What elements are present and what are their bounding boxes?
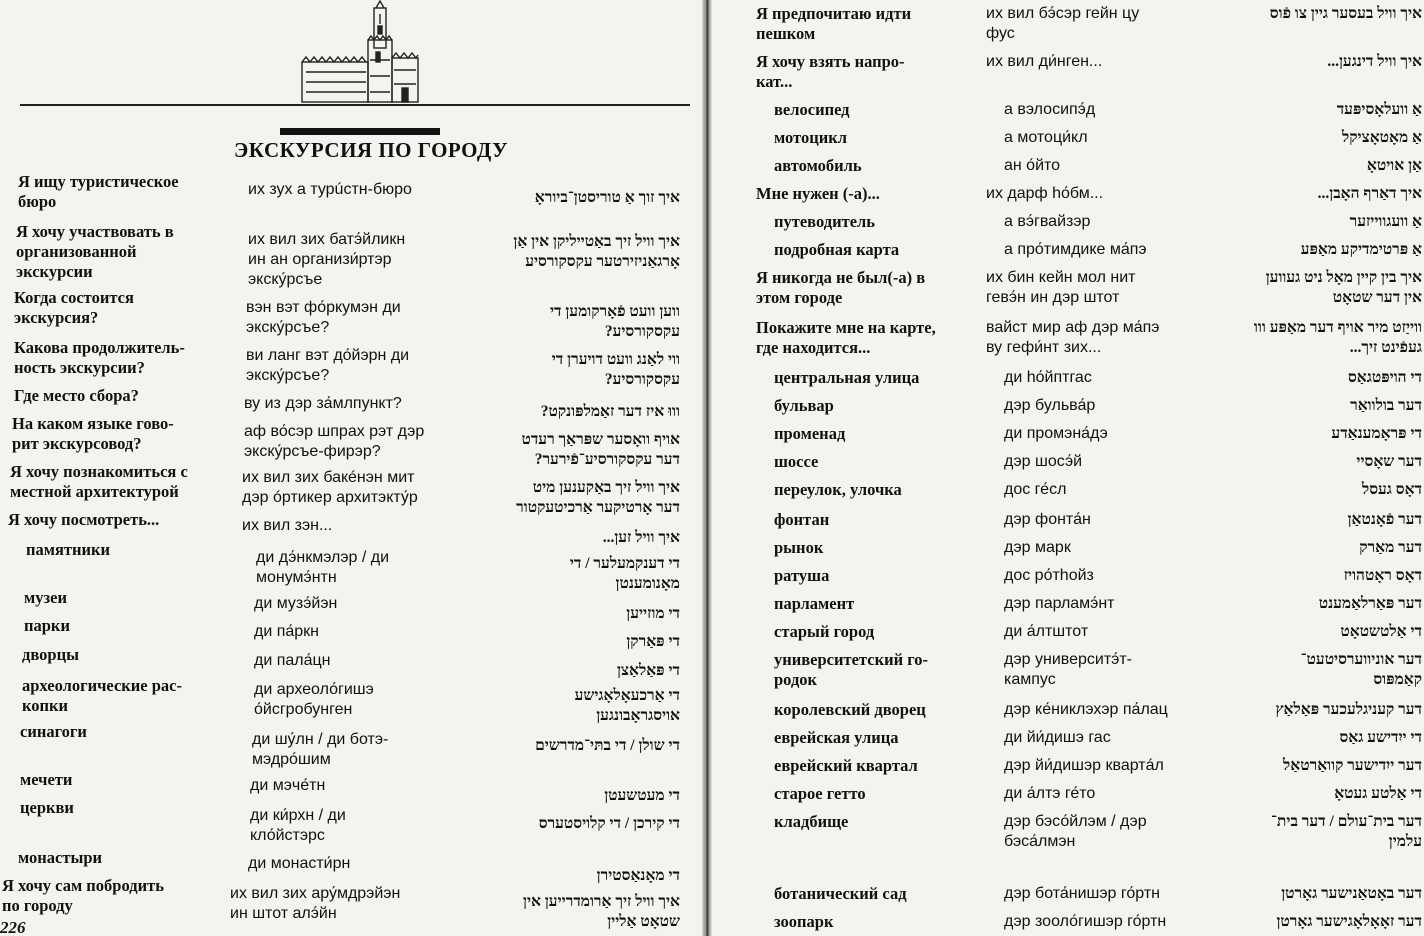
- russian-phrase: памятники: [26, 540, 111, 559]
- yiddish-phrase: דער קעניגלעכער פּאַלאַץ: [1275, 701, 1422, 718]
- transliteration: их вил бэ́сэр гейн цу фус: [986, 5, 1140, 42]
- transliteration: дэр марк: [1004, 539, 1071, 556]
- russian-phrase: церкви: [20, 798, 74, 817]
- transliteration: их вил зих батэ́йликн ин ан организи́ртэр экску́рсъе: [248, 231, 406, 288]
- transliteration: аф во́сэр шпрах рэт дэр экску́рсъе-фирэр?: [244, 423, 425, 460]
- yiddish-phrase: דער שאָסיי: [1356, 453, 1422, 470]
- transliteration: дэр шосэ́й: [1004, 453, 1083, 470]
- russian-phrase: бульвар: [774, 396, 834, 415]
- title-bar: [280, 128, 440, 135]
- yiddish-phrase: דער זאָאָלאָגישער גאָרטן: [1276, 913, 1422, 930]
- transliteration: вайст мир аф дэр ма́пэ ву гефи́нт зих...: [986, 319, 1160, 356]
- transliteration: их дарф hо́бм...: [986, 185, 1104, 202]
- yiddish-phrase: אַ מאָטאָציקל: [1341, 129, 1422, 146]
- russian-phrase: шоссе: [774, 452, 819, 471]
- yiddish-phrase: די מוזייען: [626, 605, 680, 622]
- yiddish-phrase: די מעטשעטן: [604, 787, 680, 804]
- yiddish-phrase: דער אוניווערסיטעט־ קאַמפּוס: [1300, 651, 1422, 688]
- yiddish-phrase: איך בין קיין מאָל ניט געווען אין דער שטאָט: [1265, 269, 1422, 306]
- transliteration: ди ки́рхн / ди кло́йстэрс: [250, 807, 346, 844]
- russian-phrase: археологические рас- копки: [22, 676, 182, 715]
- russian-phrase: Я хочу посмотреть...: [8, 510, 160, 529]
- russian-phrase: Я хочу сам побродить по городу: [2, 876, 164, 915]
- transliteration: ди hо́йптгас: [1004, 369, 1092, 386]
- yiddish-phrase: איך וויל זיך באַקענען מיט דער אָרטיקער אַרכיטעקטור: [516, 479, 680, 516]
- russian-phrase: Я ищу туристическое бюро: [18, 172, 179, 211]
- yiddish-phrase: איך וויל זיך באַטייליקן אין אַן אָרגאַניזירטער עקסקורסיע: [513, 233, 680, 270]
- yiddish-phrase: דאָס געסל: [1361, 481, 1422, 498]
- russian-phrase: Когда состоится экскурсия?: [14, 288, 134, 327]
- yiddish-phrase: דער פֿאָנטאַן: [1347, 511, 1422, 528]
- russian-phrase: парламент: [774, 594, 855, 613]
- yiddish-phrase: ווי לאַנג וועט דויערן די עקסקורסיע?: [551, 351, 680, 388]
- transliteration: их вил зих бакéнэн мит дэр óртикер архитэкту́р: [242, 469, 418, 506]
- yiddish-phrase: אַן אויטאָ: [1366, 157, 1422, 174]
- yiddish-phrase: די פּאַלאַצן: [616, 662, 680, 679]
- yiddish-phrase: דער בולוואַר: [1350, 397, 1422, 414]
- russian-phrase: королевский дворец: [774, 700, 926, 719]
- yiddish-phrase: די אַלטע געטאָ: [1334, 785, 1422, 802]
- yiddish-phrase: די הויפּטגאַס: [1347, 369, 1422, 386]
- transliteration: ан о́йто: [1004, 157, 1061, 174]
- yiddish-phrase: אַ פּרטימדיקע מאַפּע: [1300, 241, 1422, 258]
- transliteration: ди дэ́нкмэлэр / ди монумэ́нтн: [256, 549, 390, 586]
- russian-phrase: мечети: [20, 770, 73, 789]
- russian-phrase: ратуша: [774, 566, 830, 585]
- russian-phrase: еврейский квартал: [774, 756, 918, 775]
- yiddish-phrase: ווייַזט מיר אויף דער מאַפּע ווו געפֿינט זיך...: [1253, 319, 1422, 356]
- yiddish-phrase: דאָס ראָטהויז: [1343, 567, 1422, 584]
- transliteration: ди промэна́дэ: [1004, 425, 1108, 442]
- yiddish-phrase: די קירכן / די קלויסטערס: [538, 815, 680, 832]
- yiddish-phrase: די פּראָמענאַדע: [1331, 425, 1422, 442]
- yiddish-phrase: אַ וועגווייזער: [1349, 213, 1422, 230]
- transliteration: дэр бэсо́йлэм / дэр бэса́лмэн: [1004, 813, 1147, 850]
- yiddish-phrase: דער פּאַרלאַמענט: [1318, 595, 1422, 612]
- transliteration: а вэлосипэ́д: [1004, 101, 1096, 118]
- russian-phrase: На каком языке гово- рит экскурсовод?: [12, 414, 174, 453]
- russian-phrase: Покажите мне на карте, где находится...: [756, 318, 936, 357]
- yiddish-phrase: דער מאַרק: [1359, 539, 1422, 556]
- transliteration: а про́тимдике ма́пэ: [1004, 241, 1147, 258]
- russian-phrase: Мне нужен (-а)...: [756, 184, 880, 203]
- yiddish-phrase: דער בית־עולם / דער בית־ עלמין: [1271, 813, 1422, 850]
- russian-phrase: путеводитель: [774, 212, 876, 231]
- yiddish-phrase: די דענקמעלער / די מאָנומענטן: [569, 555, 680, 592]
- yiddish-phrase: די שולן / די בתּי־מדרשים: [535, 737, 680, 754]
- russian-phrase: рынок: [774, 538, 824, 557]
- russian-phrase: подробная карта: [774, 240, 900, 259]
- russian-phrase: Где место сбора?: [14, 386, 139, 405]
- russian-phrase: парки: [24, 616, 70, 635]
- transliteration: дэр парламэ́нт: [1004, 595, 1115, 612]
- transliteration: дэр университэ́т- кампус: [1004, 651, 1132, 688]
- yiddish-phrase: דער ייִדישער קוואַרטאַל: [1283, 757, 1422, 774]
- russian-phrase: старый город: [774, 622, 875, 641]
- left-page: [0, 0, 704, 936]
- transliteration: дэр зооло́гишэр го́ртн: [1004, 913, 1167, 930]
- russian-phrase: автомобиль: [774, 156, 862, 175]
- transliteration: их вил зих ару́мдрэйэн ин штот алэ́йн: [230, 885, 401, 922]
- yiddish-phrase: די ייִדישע גאַס: [1339, 729, 1422, 746]
- russian-phrase: Я предпочитаю идти пешком: [756, 4, 912, 43]
- yiddish-phrase: איך וויל זען...: [602, 529, 680, 546]
- russian-phrase: кладбище: [774, 812, 849, 831]
- yiddish-phrase: איך וויל דינגען...: [1327, 53, 1422, 70]
- transliteration: дэр бульва́р: [1004, 397, 1096, 414]
- transliteration: ди археоло́гишэ о́йсгробунген: [254, 681, 374, 718]
- section-title: ЭКСКУРСИЯ ПО ГОРОДУ: [234, 138, 509, 162]
- russian-phrase: синагоги: [20, 722, 87, 741]
- transliteration: ди а́лтштот: [1004, 623, 1089, 640]
- yiddish-phrase: איך וויל בעסער גיין צו פֿוס: [1269, 5, 1422, 22]
- header-rule: [20, 104, 690, 106]
- russian-phrase: Я хочу участвовать в организованной экскурсии: [16, 222, 174, 281]
- yiddish-phrase: וווּ איז דער זאַמלפּונקט?: [540, 403, 680, 420]
- yiddish-phrase: דער באָטאַנישער גאָרטן: [1281, 885, 1422, 902]
- transliteration: ву из дэр за́млпункт?: [244, 395, 402, 412]
- yiddish-phrase: ווען וועט פֿאָרקומען די עקסקורסיע?: [549, 303, 680, 340]
- transliteration: ди мэче́тн: [250, 777, 326, 794]
- transliteration: а мотоци́кл: [1004, 129, 1088, 146]
- russian-phrase: переулок, улочка: [774, 480, 902, 499]
- russian-phrase: старое гетто: [774, 784, 866, 803]
- russian-phrase: еврейская улица: [774, 728, 899, 747]
- russian-phrase: фонтан: [774, 510, 830, 529]
- russian-phrase: монастыри: [18, 848, 103, 867]
- transliteration: дэр ке́никлэхэр па́лац: [1004, 701, 1168, 718]
- yiddish-phrase: די מאָנאַסטירן: [596, 867, 680, 884]
- yiddish-phrase: אויף וואָסער שפּראַך רעדט דער עקסקורסיע־פֿירער?: [521, 431, 680, 468]
- transliteration: ди шу́лн / ди ботэ- мэдро́шим: [252, 731, 389, 768]
- russian-phrase: променад: [774, 424, 846, 443]
- yiddish-phrase: די אַרכעאָלאָגישע אויסגראָבונגען: [574, 687, 680, 724]
- transliteration: дэр йи́дишэр квартáл: [1004, 757, 1164, 774]
- russian-phrase: велосипед: [774, 100, 850, 119]
- transliteration: ди пала́цн: [254, 652, 331, 669]
- transliteration: ди йи́дишэ гас: [1004, 729, 1111, 746]
- transliteration: ди а́лтэ ге́то: [1004, 785, 1096, 802]
- russian-phrase: Я никогда не был(-а) в этом городе: [756, 268, 926, 307]
- transliteration: ди па́ркн: [254, 623, 320, 640]
- russian-phrase: ботанический сад: [774, 884, 907, 903]
- yiddish-phrase: איך זוך אַ טוריסטן־ביוראָ: [534, 189, 680, 206]
- transliteration: их вил зэн...: [242, 517, 333, 534]
- right-page: [714, 0, 1424, 936]
- russian-phrase: университетский го- родок: [774, 650, 929, 689]
- transliteration: их зух а турúстн-бюро: [248, 181, 412, 198]
- page-number: 226: [0, 918, 26, 936]
- transliteration: ди монасти́рн: [248, 855, 351, 872]
- transliteration: дос ге́сл: [1004, 481, 1067, 498]
- book-spine: [702, 0, 712, 936]
- russian-phrase: дворцы: [22, 645, 79, 664]
- yiddish-phrase: איך וויל זיך אַרומדרייען אין שטאָט אַליין: [523, 893, 680, 930]
- yiddish-phrase: די פּאַרקן: [626, 633, 680, 650]
- tower-illustration: [296, 0, 426, 104]
- transliteration: вэн вэт фо́ркумэн ди экску́рсъе?: [246, 299, 401, 336]
- yiddish-phrase: אַ וועלאָסיפּעד: [1336, 101, 1422, 118]
- transliteration: ди музэ́йэн: [254, 595, 338, 612]
- russian-phrase: Я хочу взять напро- кат...: [756, 52, 905, 91]
- yiddish-phrase: איך דאַרף האָבן...: [1317, 185, 1422, 202]
- russian-phrase: Какова продолжитель- ность экскурсии?: [14, 338, 185, 377]
- russian-phrase: центральная улица: [774, 368, 920, 387]
- russian-phrase: мотоцикл: [774, 128, 847, 147]
- russian-phrase: Я хочу познакомиться с местной архитектурой: [10, 462, 188, 501]
- russian-phrase: музеи: [24, 588, 67, 607]
- transliteration: ви ланг вэт до́йэрн ди экску́рсъе?: [246, 347, 410, 384]
- transliteration: дэр фонта́н: [1004, 511, 1091, 528]
- transliteration: дэр бота́нишэр го́ртн: [1004, 885, 1160, 902]
- transliteration: их бин кейн мол нит гевэ́н ин дэр штот: [986, 269, 1136, 306]
- transliteration: а вэ́гвайзэр: [1004, 213, 1091, 230]
- russian-phrase: зоопарк: [774, 912, 834, 931]
- transliteration: их вил ди́нген...: [986, 53, 1103, 70]
- transliteration: дос ро́тhойз: [1004, 567, 1094, 584]
- yiddish-phrase: די אַלטשטאָט: [1340, 623, 1422, 640]
